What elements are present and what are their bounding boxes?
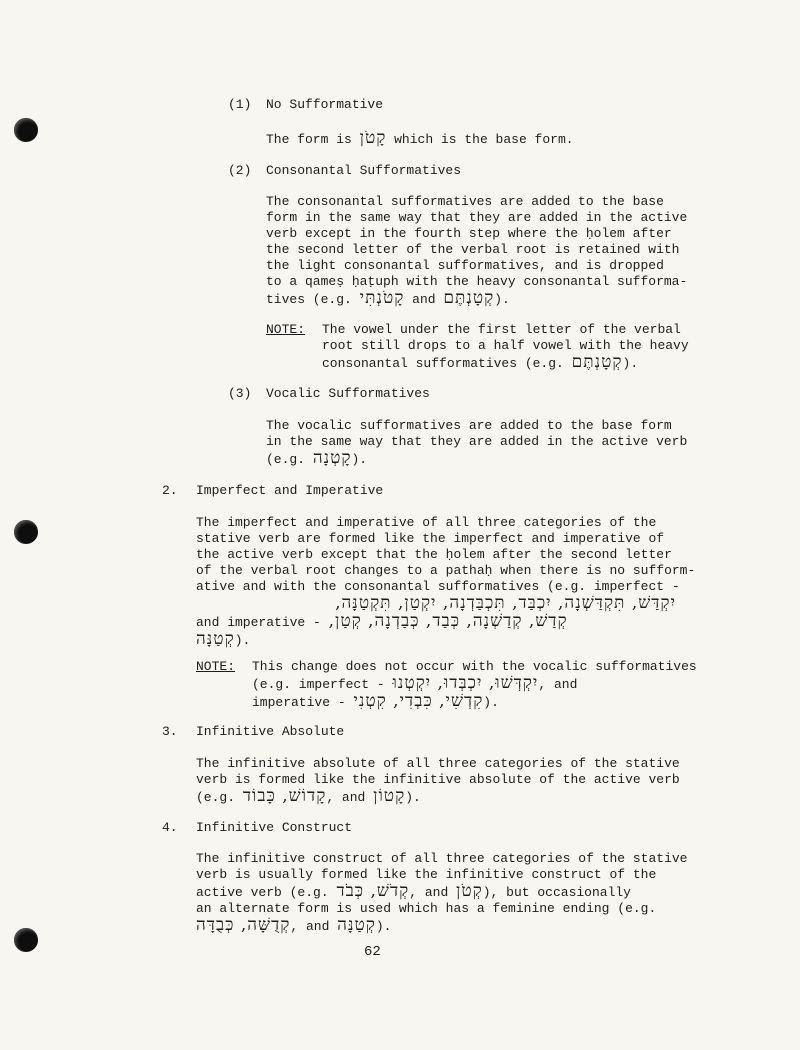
- hebrew-word: קְטַנָּה: [337, 915, 376, 935]
- hebrew-word-list: קִדְשִׁי, כִּבְדִי, קִטְנִי: [353, 691, 484, 711]
- hebrew-word: קְטָנְתֶּם: [443, 288, 495, 308]
- hebrew-word: קְטָנְתֶּם: [571, 352, 623, 372]
- section-2-heading: Consonantal Sufformatives: [266, 163, 462, 178]
- heading-4-number: 4.: [162, 820, 178, 835]
- hebrew-word: קְטַנָּה: [196, 629, 235, 649]
- note-2-text: This change does not occur with the vocalic sufformatives (e.g. imperfect - יִקְדְּשׁוּ, יִכְבְּדוּ, יִקְטְנוּ, and imperative - קִדְשִׁי, כִּבְדִי, קִטְנִי).: [252, 659, 697, 711]
- heading-3-paragraph: The infinitive absolute of all three categories of the stative verb is formed like the infinitive absolute of the active verb (e.g. קָדוֹשׁ, כָּבוֹד, and קָטוֹן).: [196, 756, 680, 806]
- note-2-label: NOTE:: [196, 659, 236, 674]
- hebrew-word-list: קְדַשׁ, קְדַשְׁנָה, כְּבַד, כְּבַדְנָה, קְטַן,: [328, 611, 568, 631]
- punch-hole-middle: [14, 520, 38, 544]
- hebrew-word: קָטֹנְתִּי: [359, 288, 405, 308]
- heading-2-paragraph: The imperfect and imperative of all three categories of the stative verb are formed like the imperfect and imperative of the active verb except that the ḥolem after the second letter of the verbal root changes to a pathaḥ when there is no sufform- ative and with the consonantal sufformatives (e.g. imperfect - יִקְדַּשׁ, תִּקְדַּשְׁנָה, יִכְבַּד, תִּכְבַּדְנָה, יִקְטַן, תִּקְטַנָּה, and imperative - קְדַשׁ, קְדַשְׁנָה, כְּבַד, כְּבַדְנָה, קְטַן, קְטַנָּה).: [196, 515, 696, 649]
- section-3-paragraph: The vocalic sufformatives are added to the base form in the same way that they are added in the active verb (e.g. קָטְנָה).: [266, 418, 688, 468]
- heading-3-number: 3.: [162, 724, 178, 739]
- hebrew-word: קָטֹן: [359, 128, 387, 148]
- hebrew-word: קָטְנָה: [312, 448, 352, 468]
- hebrew-word-list: יִקְדְּשׁוּ, יִכְבְּדוּ, יִקְטְנוּ: [392, 673, 539, 693]
- hebrew-word-list: קְדֹשׁ, כְּבֹד: [336, 881, 410, 901]
- section-3-number: (3): [228, 386, 252, 401]
- section-1-text: The form is קָטֹן which is the base form.: [266, 128, 574, 148]
- note-1-label: NOTE:: [266, 322, 306, 337]
- hebrew-word-list: קָדוֹשׁ, כָּבוֹד: [242, 786, 327, 806]
- heading-2-number: 2.: [162, 483, 178, 498]
- heading-4-paragraph: The infinitive construct of all three categories of the stative verb is usually formed like the infinitive construct of the active verb (e.g. קְדֹשׁ, כְּבֹד, and קְטֹן), but occasionally an alternate form is used which has a feminine ending (e.g. קְדֻשָּׁה, כְּבֻדָּה, and קְטַנָּה).: [196, 851, 688, 935]
- page-number: 62: [364, 944, 381, 960]
- heading-3-title: Infinitive Absolute: [196, 724, 345, 739]
- section-2-paragraph: The consonantal sufformatives are added to the base form in the same way that they are added in the active verb except in the fourth step where the ḥolem after the second letter of the verbal root is retained with the light consonantal sufformatives, and is dropped to a qameṣ ḥaṭuph with the heavy consonantal sufforma- tives (e.g. קָטֹנְתִּי and קְטָנְתֶּם).: [266, 194, 688, 308]
- punch-hole-bottom: [14, 928, 38, 952]
- section-2-number: (2): [228, 163, 252, 178]
- hebrew-word-list: יִקְדַּשׁ, תִּקְדַּשְׁנָה, יִכְבַּד, תִּכְבַּדְנָה, יִקְטַן, תִּקְטַנָּה,: [335, 593, 676, 613]
- heading-2-title: Imperfect and Imperative: [196, 483, 384, 498]
- punch-hole-top: [14, 118, 38, 142]
- section-3-heading: Vocalic Sufformatives: [266, 386, 430, 401]
- hebrew-word: קְטֹן: [456, 881, 483, 901]
- section-1-number: (1): [228, 97, 252, 112]
- heading-4-title: Infinitive Construct: [196, 820, 353, 835]
- section-1-heading: No Sufformative: [266, 97, 384, 112]
- note-1-text: The vowel under the first letter of the verbal root still drops to a half vowel with the heavy consonantal sufformatives (e.g. קְטָנְתֶּם).: [322, 322, 689, 372]
- hebrew-word-list: קְדֻשָּׁה, כְּבֻדָּה: [196, 915, 291, 935]
- hebrew-word: קָטוֹן: [373, 786, 406, 806]
